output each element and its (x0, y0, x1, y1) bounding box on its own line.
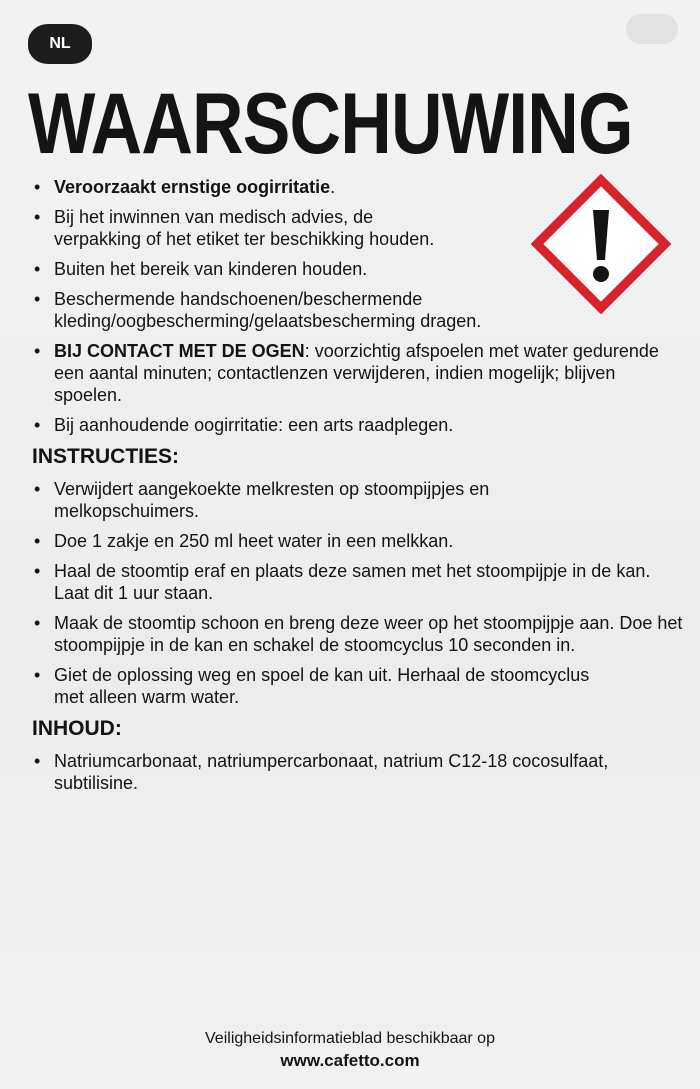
contents-heading: INHOUD: (32, 717, 122, 740)
list-item: • Bij aanhoudende oogirritatie: een arts raadplegen. (32, 414, 682, 436)
instructions-heading: INSTRUCTIES: (32, 445, 179, 468)
website-url: www.cafetto.com (280, 1051, 420, 1070)
bleed-through-badge (626, 14, 678, 44)
leaflet-content (32, 176, 682, 802)
page-title: WAARSCHUWING (28, 76, 633, 172)
list-item: • BIJ CONTACT MET DE OGEN: voorzichtig afspoelen met water gedurende een aantal minuten; contactlenzen verwijderen, indien mogelijk; blijven spoelen. (32, 340, 682, 406)
list-item: • Bij het inwinnen van medisch advies, de verpakking of het etiket ter beschikking houden. (32, 206, 454, 250)
list-item: • Beschermende handschoenen/beschermende kleding/oogbescherming/gelaatsbescherming dragen. (32, 288, 574, 332)
contents-list (32, 750, 682, 794)
warnings-list (32, 176, 682, 436)
list-item: • Giet de oplossing weg en spoel de kan uit. Herhaal de stoomcyclus met alleen warm water. (32, 664, 614, 708)
list-item: • Verwijdert aangekoekte melkresten op stoompijpjes en melkopschuimers. (32, 478, 614, 522)
list-item: • Natriumcarbonaat, natriumpercarbonaat, natrium C12-18 cocosulfaat, subtilisine. (32, 750, 624, 794)
list-item: • Doe 1 zakje en 250 ml heet water in een melkkan. (32, 530, 682, 552)
list-item: • Haal de stoomtip eraf en plaats deze samen met het stoompijpje in de kan. Laat dit 1 uur staan. (32, 560, 674, 604)
footer-text: Veiligheidsinformatieblad beschikbaar op (205, 1030, 495, 1047)
list-item: • Maak de stoomtip schoon en breng deze weer op het stoompijpje aan. Doe het stoompijpje in de kan en schakel de stoomcyclus 10 seconden in. (32, 612, 684, 656)
list-item: • Buiten het bereik van kinderen houden. (32, 258, 504, 280)
list-item: • Veroorzaakt ernstige oogirritatie. (32, 176, 504, 198)
instructions-list (32, 478, 682, 708)
language-badge: NL (28, 24, 92, 64)
footer (0, 1028, 700, 1072)
